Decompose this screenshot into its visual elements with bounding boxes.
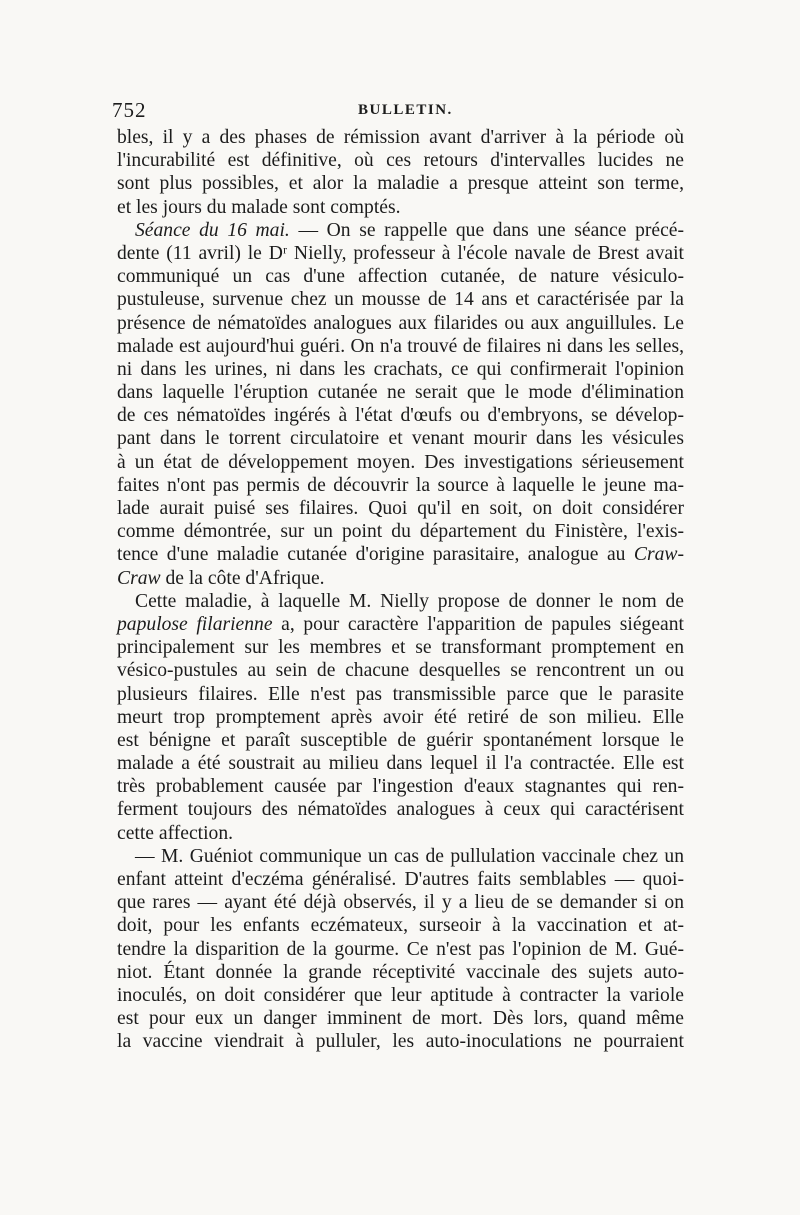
session-label: Séance du 16 mai.	[135, 219, 290, 241]
running-head: BULLETIN.	[358, 102, 453, 118]
text-line: inoculés, on doit considérer que leur aptitude à contracter la variole	[117, 984, 684, 1006]
term-craw: Craw-	[633, 544, 684, 566]
paragraph-papulose	[117, 590, 684, 845]
text-line: est bénigne et paraît susceptible de guérir spontanément lorsque le	[117, 729, 684, 751]
text-line: tence d'une maladie cutanée d'origine parasitaire, analogue au Craw-	[117, 544, 684, 566]
text-line: que rares — ayant été déjà observés, il y a lieu de se demander si on	[117, 892, 684, 914]
text-line: de ces nématoïdes ingérés à l'état d'œufs ou d'embryons, se dévelop-	[117, 405, 684, 427]
text-line: à un état de développement moyen. Des investigations sérieusement	[117, 451, 684, 473]
text-line: la vaccine viendrait à pulluler, les auto-inoculations ne pourraient	[117, 1031, 684, 1053]
paragraph-seance	[117, 219, 684, 590]
text-line: l'incurabilité est définitive, où ces retours d'intervalles lucides ne	[117, 150, 684, 172]
text-line: lade aurait puisé ses filaires. Quoi qu'il en soit, on doit considérer	[117, 498, 684, 519]
text-line: faites n'ont pas permis de découvrir la source à laquelle le jeune ma-	[117, 474, 684, 496]
text-line: dente (11 avril) le Dʳ Nielly, professeur à l'école navale de Brest avait	[117, 242, 684, 264]
text-line: doit, pour les enfants eczémateux, surseoir à la vaccination et at-	[117, 915, 684, 937]
text-line: sont plus possibles, et alor la maladie a presque atteint son terme,	[117, 173, 684, 195]
text-line: ferment toujours des nématoïdes analogues à ceux qui caractérisent	[117, 799, 684, 821]
text-line: communiqué un cas d'une affection cutanée, de nature vésiculo-	[117, 266, 684, 288]
text-line: enfant atteint d'eczéma généralisé. D'autres faits semblables — quoi-	[117, 869, 684, 890]
text-line: et les jours du malade sont comptés.	[117, 196, 401, 218]
term-papulose: papulose filarienne	[117, 613, 273, 635]
text-line: Cette maladie, à laquelle M. Nielly propose de donner le nom de	[135, 590, 684, 612]
text-line: dans laquelle l'éruption cutanée ne serait que le mode d'élimination	[117, 382, 684, 404]
text-line: très probablement causée par l'ingestion d'eaux stagnantes qui ren-	[117, 776, 684, 798]
text-line: tendre la disparition de la gourme. Ce n'est pas l'opinion de M. Gué-	[117, 938, 684, 960]
text-line: pustuleuse, survenue chez un mousse de 14 ans et caractérisée par la	[117, 289, 684, 311]
text-line: ni dans les urines, ni dans les crachats, ce qui confirmerait l'opinion	[117, 358, 684, 380]
page-number: 752	[112, 98, 147, 122]
paragraph-continuation	[117, 126, 684, 219]
text-line: malade a été soustrait au milieu dans lequel il l'a contractée. Elle est	[117, 753, 684, 775]
text-line: niot. Étant donnée la grande réceptivité vaccinale des sujets auto-	[117, 961, 684, 983]
text-line: principalement sur les membres et se transformant promptement en	[117, 637, 684, 659]
text-line: cette affection.	[117, 822, 234, 844]
text-line: — M. Guéniot communique un cas de pullulation vaccinale chez un	[135, 845, 684, 867]
text-line: comme démontrée, sur un point du département du Finistère, l'exis-	[117, 521, 684, 543]
text-line: Séance du 16 mai. — On se rappelle que dans une séance précé-	[135, 219, 685, 241]
text-line: présence de nématoïdes analogues aux filarides ou aux anguillules. Le	[117, 312, 684, 334]
paragraph-gueniot	[117, 845, 684, 1054]
text-line: malade est aujourd'hui guéri. On n'a trouvé de filaires ni dans les selles,	[117, 335, 684, 357]
text-line: papulose filarienne a, pour caractère l'apparition de papules siégeant	[117, 613, 684, 635]
text-line: vésico-pustules au sein de chacune desquelles se rencontrent un ou	[117, 660, 684, 682]
body-text	[117, 126, 684, 1054]
term-craw: Craw	[117, 567, 161, 589]
text-line: plusieurs filaires. Elle n'est pas transmissible parce que le parasite	[117, 683, 684, 705]
text-line: Craw de la côte d'Afrique.	[117, 567, 325, 589]
text-line: est pour eux un danger imminent de mort. Dès lors, quand même	[117, 1008, 684, 1030]
text-line: bles, il y a des phases de rémission avant d'arriver à la période où	[117, 127, 684, 148]
text-line: pant dans le torrent circulatoire et venant mourir dans les vésicules	[117, 428, 684, 450]
text-line: meurt trop promptement après avoir été retiré de son milieu. Elle	[117, 706, 684, 728]
